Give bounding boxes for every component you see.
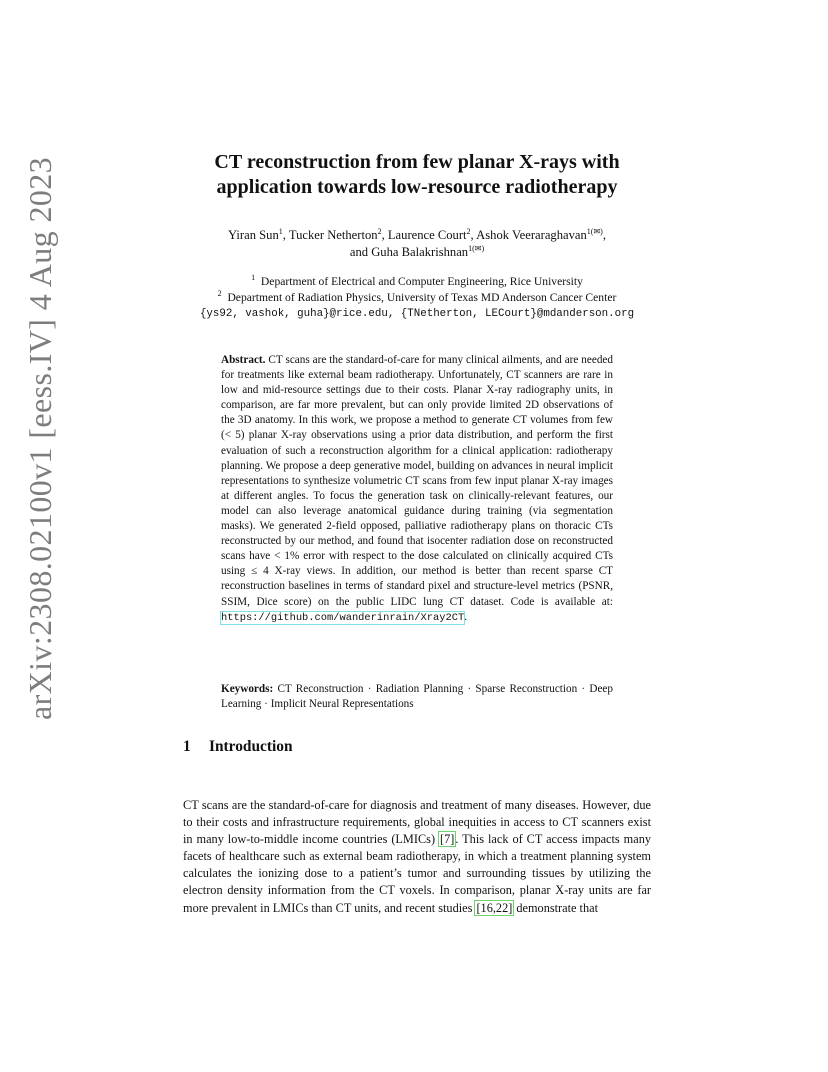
title-line-1: CT reconstruction from few planar X-rays with [214, 151, 620, 173]
author: Tucker Netherton [288, 228, 378, 242]
affiliation-2 [130, 290, 704, 306]
citation-link[interactable]: [7] [440, 832, 455, 847]
intro-text-1: CT scans are the standard-of-care for diagnosis and treatment of many diseases. However, due to their costs and infrastructure requirements, global inequities in access to CT scanners exist in many low-to-middle income countries (LMICs) [183, 798, 651, 847]
paper-title [120, 150, 714, 200]
author-affil-mark: 1(✉) [586, 226, 603, 236]
author-list: Yiran Sun$^1$, Tucker Netherton$^2$, Laurence Court$^2$, Ashok Veeraraghavan$^{1(✉)}$, and Guha Balakrishnan$^{1(✉)}$ [228, 226, 606, 259]
author-emails: {ys92, vashok, guha}@rice.edu, {TNetherton, LECourt}@mdanderson.org [199, 308, 635, 320]
intro-text-3: demonstrate that [516, 900, 599, 915]
author: Laurence Court [387, 228, 467, 242]
author-affil-mark: 1(✉) [468, 243, 485, 253]
code-link[interactable]: https://github.com/wanderinrain/Xray2CT [221, 611, 465, 624]
intro-paragraph [183, 797, 651, 917]
abstract-end: . [464, 610, 467, 623]
section-title: Introduction [209, 738, 293, 755]
title-line-2: application towards low-resource radiotherapy [216, 176, 618, 198]
arxiv-identifier: arXiv:2308.02100v1 [eess.IV] 4 Aug 2023 [22, 156, 58, 720]
author-affil-mark: 1 [278, 226, 283, 236]
affiliation-1 [130, 274, 704, 290]
intro-text-2: . This lack of CT access impacts many facets of healthcare such as external beam radiotherapy, in which a treatment planning system calculates the ionizing dose to a patient’s tumor and surrounding tissues by utilizing the electron density information from the CT voxels. In comparison, planar X-ray units are far more prevalent in LMICs than CT units, and recent studies [183, 832, 651, 915]
author: Ashok Veeraraghavan [476, 228, 587, 242]
affiliation-text: Department of Radiation Physics, University of Texas MD Anderson Cancer Center [227, 291, 617, 304]
author-affil-mark: 2 [377, 226, 382, 236]
keywords-text: CT Reconstruction · Radiation Planning · Sparse Reconstruction · Deep Learning · Implicit Neural Representations [221, 683, 613, 711]
author-affil-mark: 2 [466, 226, 471, 236]
keywords-label: Keywords: [221, 683, 274, 695]
abstract-label: Abstract. [221, 354, 266, 366]
author: Yiran Sun [228, 228, 279, 242]
abstract-text: CT scans are the standard-of-care for many clinical ailments, and are needed for treatments like external beam radiotherapy. Unfortunately, CT scanners are rare in low and mid-resource settings due to their costs. Planar X-ray radiography units, in comparison, are far more prevalent, but can only provide limited 2D observations of the 3D anatomy. In this work, we propose a method to generate CT volumes from few (< 5) planar X-ray observations using a prior data distribution, and perform the first evaluation of such a reconstruction algorithm for a clinical application: radiotherapy planning. We propose a deep generative model, building on advances in neural implicit representations to synthesize volumetric CT scans from few input planar X-ray images at different angles. To focus the generation task on clinically-relevant features, our model can also leverage anatomical guidance during training (via segmentation masks). We generated 2-field opposed, palliative radiotherapy plans on thoracic CTs reconstructed by our method, and found that isocenter radiation dose on reconstructed scans have < 1% error with respect to the dose calculated on clinically acquired CTs using ≤ 4 X-ray views. In addition, our method is better than recent sparse CT reconstruction baselines in terms of standard pixel and structure-level metrics (PSNR, SSIM, Dice score) on the public LIDC lung CT dataset. Code is available at: [221, 354, 613, 608]
section-number: 1 [183, 738, 191, 755]
abstract [221, 353, 613, 626]
affiliations [130, 274, 704, 322]
author: Guha Balakrishnan [371, 245, 469, 259]
affiliation-number: 2 [217, 289, 222, 299]
affiliation-number: 1 [251, 273, 256, 283]
citation-link[interactable]: [16,22] [476, 900, 513, 915]
affiliation-text: Department of Electrical and Computer Engineering, Rice University [260, 275, 583, 288]
keywords [221, 682, 613, 712]
author-and: and [349, 245, 369, 259]
section-heading [183, 738, 293, 756]
